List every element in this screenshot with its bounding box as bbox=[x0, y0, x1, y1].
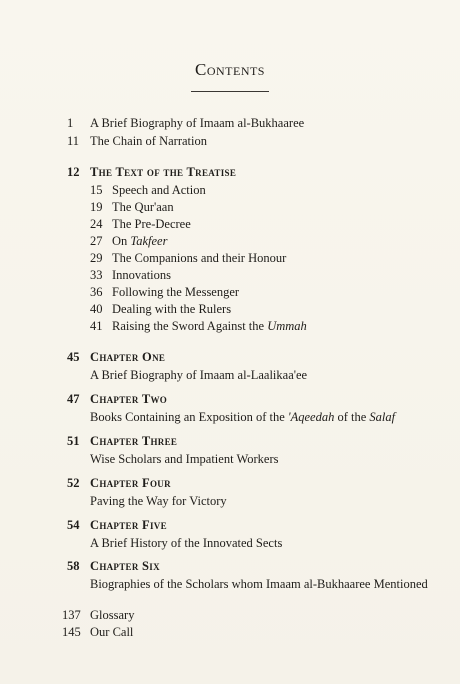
toc-chapter-title: Chapter Six bbox=[90, 559, 160, 573]
toc-page-number: 54 bbox=[67, 518, 80, 532]
toc-section-title: The Text of the Treatise bbox=[90, 165, 237, 179]
toc-chapter-title: Chapter Three bbox=[90, 434, 178, 448]
toc-chapter-subtitle: A Brief History of the Innovated Sects bbox=[90, 536, 283, 550]
toc-entry-title: The Companions and their Honour bbox=[112, 251, 287, 265]
toc-page-number: 58 bbox=[67, 559, 80, 573]
toc-entry-title: Speech and Action bbox=[112, 183, 206, 197]
toc-entry-title bbox=[112, 233, 167, 249]
toc-chapter-subtitle: A Brief Biography of Imaam al-Laalikaa'ee bbox=[90, 368, 308, 382]
toc-page-number: 52 bbox=[67, 476, 80, 490]
toc-entry-title bbox=[112, 318, 307, 334]
toc-page-number: 24 bbox=[90, 217, 103, 231]
toc-entry-title-prefix: Raising the Sword Against the bbox=[112, 319, 268, 333]
toc-entry-title-prefix: On bbox=[112, 234, 131, 248]
toc-page-number: 12 bbox=[67, 165, 80, 179]
toc-page-number: 27 bbox=[90, 234, 103, 248]
toc-chapter-subtitle: Biographies of the Scholars whom Imaam al-Bukhaaree Mentioned bbox=[90, 577, 428, 591]
toc-chapter-title: Chapter Four bbox=[90, 476, 171, 490]
toc-entry-title: The Qur'aan bbox=[112, 200, 174, 214]
toc-entry-title: Innovations bbox=[112, 268, 172, 282]
toc-chapter-subtitle bbox=[90, 409, 395, 425]
toc-page-number: 47 bbox=[67, 392, 80, 406]
toc-entry-title-italic: Ummah bbox=[267, 319, 307, 333]
toc-chapter-title: Chapter Five bbox=[90, 518, 167, 532]
toc-subtitle-mid: of the bbox=[334, 410, 370, 424]
toc-subtitle-italic-salaf: Salaf bbox=[369, 410, 396, 424]
toc-page-number: 15 bbox=[90, 183, 103, 197]
toc-entry-title: A Brief Biography of Imaam al-Bukhaaree bbox=[90, 116, 305, 130]
toc-page-number: 33 bbox=[90, 268, 103, 282]
page-title: Contents bbox=[194, 60, 265, 79]
toc-chapter-subtitle: Paving the Way for Victory bbox=[90, 494, 227, 508]
toc-page-number: 36 bbox=[90, 285, 103, 299]
toc-page-number: 41 bbox=[90, 319, 103, 333]
toc-entry-title: Dealing with the Rulers bbox=[112, 302, 232, 316]
toc-page-number: 11 bbox=[67, 134, 80, 148]
toc-page-number: 145 bbox=[62, 625, 81, 639]
toc-page-number: 1 bbox=[67, 116, 74, 130]
toc-chapter-subtitle: Wise Scholars and Impatient Workers bbox=[90, 452, 279, 466]
toc-subtitle-prefix: Books Containing an Exposition of the bbox=[90, 410, 288, 424]
toc-entry-title: The Pre-Decree bbox=[112, 217, 191, 231]
toc-subtitle-italic-aqeedah: 'Aqeedah bbox=[287, 410, 335, 424]
toc-entry-title: Following the Messenger bbox=[112, 285, 240, 299]
toc-entry-title: Glossary bbox=[90, 608, 135, 622]
toc-entry-title-italic: Takfeer bbox=[130, 234, 168, 248]
toc-page-number: 29 bbox=[90, 251, 103, 265]
toc-entry-title: The Chain of Narration bbox=[90, 134, 207, 148]
toc-page-number: 137 bbox=[62, 608, 81, 622]
toc-page-number: 19 bbox=[90, 200, 103, 214]
toc-chapter-title: Chapter Two bbox=[90, 392, 168, 406]
toc-page-number: 51 bbox=[67, 434, 80, 448]
title-divider bbox=[191, 91, 269, 92]
toc-page-number: 45 bbox=[67, 350, 80, 364]
toc-page-number: 40 bbox=[90, 302, 103, 316]
toc-entry-title: Our Call bbox=[90, 625, 134, 639]
toc-chapter-title: Chapter One bbox=[90, 350, 166, 364]
